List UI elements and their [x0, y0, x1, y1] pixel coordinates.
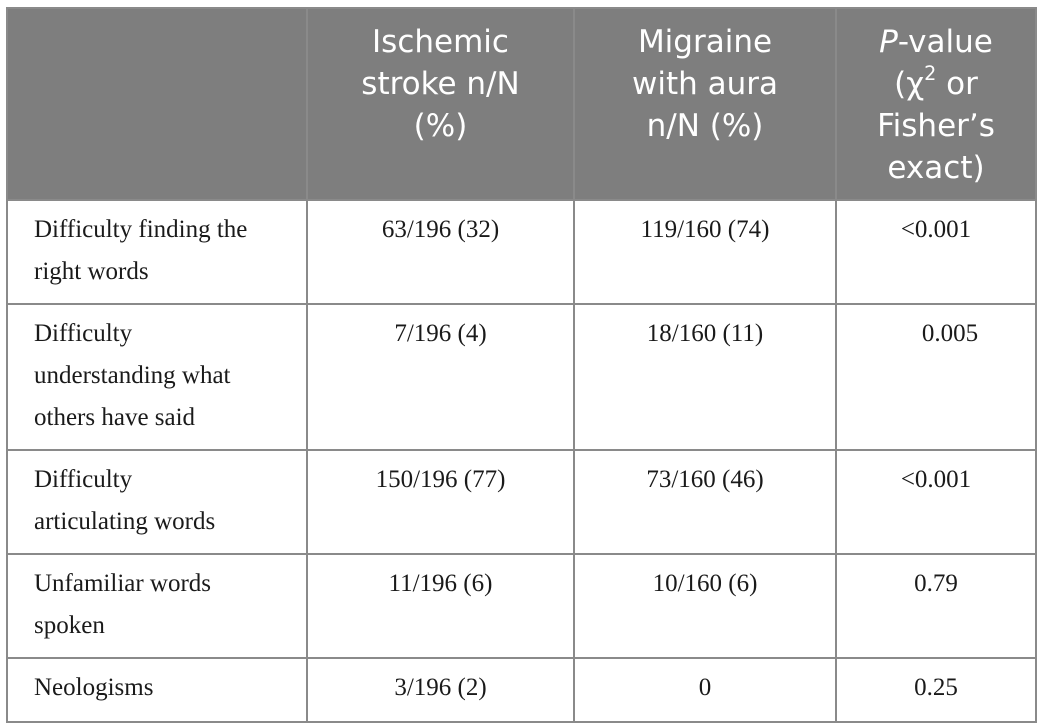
- header-line: [847, 21, 1025, 63]
- chi-open: (χ: [894, 66, 925, 102]
- table-header: [7, 8, 1036, 200]
- label-line: Neologisms: [34, 674, 154, 701]
- header-empty-cell: [7, 8, 307, 200]
- table-row: [7, 450, 1036, 554]
- table-row: [7, 554, 1036, 658]
- row-label: [7, 200, 307, 304]
- label-line: Difficulty finding the: [34, 216, 248, 243]
- stroke-cell: 3/196 (2): [307, 658, 574, 722]
- comparison-table: [6, 7, 1037, 723]
- table-row: [7, 200, 1036, 304]
- chi-superscript: 2: [924, 62, 937, 86]
- label-line: others have said: [34, 404, 196, 431]
- table-row: [7, 658, 1036, 722]
- label-line: right words: [34, 258, 149, 285]
- header-line: stroke n/N: [361, 66, 520, 102]
- migraine-cell: 73/160 (46): [574, 450, 836, 554]
- migraine-cell: 0: [574, 658, 836, 722]
- label-line: Unfamiliar words: [34, 570, 212, 597]
- label-line: Difficulty: [34, 320, 133, 347]
- header-line: with aura: [631, 66, 778, 102]
- p-symbol: P: [879, 24, 898, 60]
- row-label: [7, 554, 307, 658]
- stroke-cell: 63/196 (32): [307, 200, 574, 304]
- p-value-cell: 0.79: [836, 554, 1036, 658]
- p-value-cell: <0.001: [836, 450, 1036, 554]
- chi-close: or: [936, 66, 978, 102]
- p-value-cell: 0.25: [836, 658, 1036, 722]
- migraine-cell: 18/160 (11): [574, 304, 836, 450]
- label-line: Difficulty: [34, 466, 133, 493]
- migraine-cell: 10/160 (6): [574, 554, 836, 658]
- header-line: [847, 63, 1025, 105]
- header-line: exact): [887, 150, 985, 186]
- header-line: Ischemic: [372, 24, 509, 60]
- p-value-suffix: -value: [897, 24, 993, 60]
- row-label: [7, 304, 307, 450]
- label-line: understanding what: [34, 362, 231, 389]
- header-line: Fisher’s: [877, 108, 995, 144]
- stroke-cell: 11/196 (6): [307, 554, 574, 658]
- header-migraine-with-aura: [574, 8, 836, 200]
- label-line: spoken: [34, 612, 105, 639]
- p-value-cell: <0.001: [836, 200, 1036, 304]
- header-row: [7, 8, 1036, 200]
- header-ischemic-stroke: [307, 8, 574, 200]
- stroke-cell: 150/196 (77): [307, 450, 574, 554]
- header-line: Migraine: [637, 24, 773, 60]
- p-value-cell: 0.005: [836, 304, 1036, 450]
- table-row: [7, 304, 1036, 450]
- table-body: [7, 200, 1036, 722]
- row-label: [7, 450, 307, 554]
- stroke-cell: 7/196 (4): [307, 304, 574, 450]
- header-p-value: [836, 8, 1036, 200]
- row-label: [7, 658, 307, 722]
- migraine-cell: 119/160 (74): [574, 200, 836, 304]
- header-line: (%): [413, 108, 468, 144]
- label-line: articulating words: [34, 508, 216, 535]
- header-line: n/N (%): [646, 108, 764, 144]
